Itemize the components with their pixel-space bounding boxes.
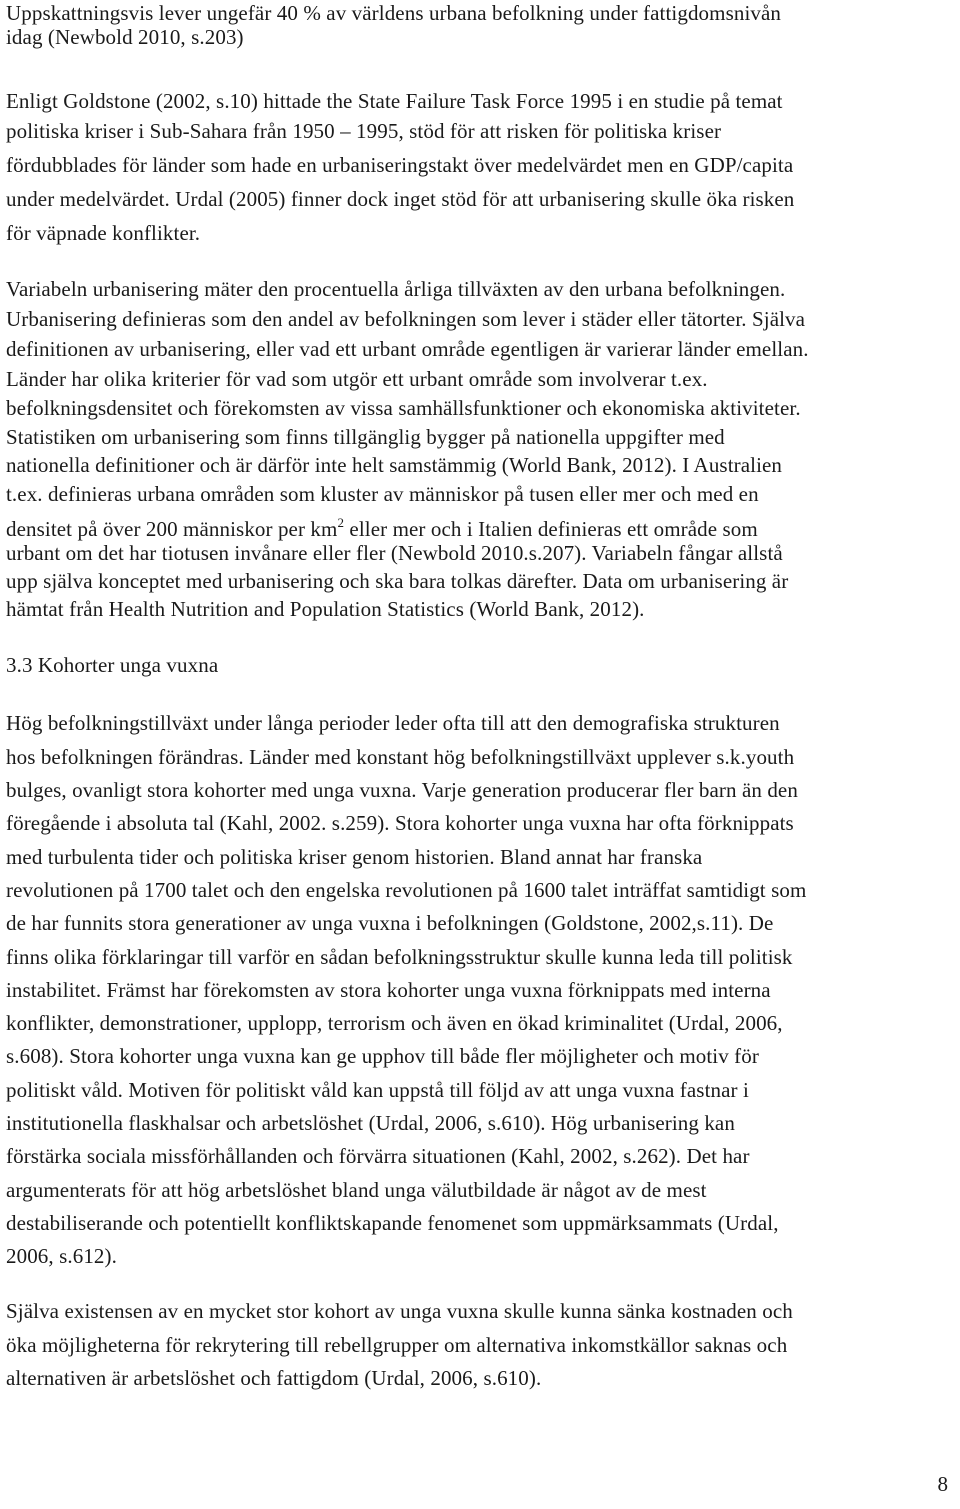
text-line: argumenterats för att hög arbetslöshet bland unga välutbildade är något av de mest — [6, 1178, 707, 1202]
text-line: alternativen är arbetslöshet och fattigdom (Urdal, 2006, s.610). — [6, 1366, 542, 1390]
text-line: Urbanisering definieras som den andel av befolkningen som lever i städer eller tätorter. Själva — [6, 307, 806, 331]
text-segment: eller mer och i Italien definieras ett område som — [344, 517, 758, 541]
text-line: bulges, ovanligt stora kohorter med unga vuxna. Varje generation producerar fler barn än den — [6, 778, 798, 802]
text-line: konflikter, demonstrationer, upplopp, terrorism och även en ökad kriminalitet (Urdal, 2006, — [6, 1011, 783, 1035]
text-line: upp själva konceptet med urbanisering och ska bara tolkas därefter. Data om urbanisering är — [6, 569, 789, 593]
text-line: med turbulenta tider och politiska kriser genom historien. Bland annat har franska — [6, 845, 703, 869]
text-line: hos befolkningen förändras. Länder med konstant hög befolkningstillväxt upplever s.k.youth — [6, 745, 795, 769]
text-line: fördubblades för länder som hade en urbaniseringstakt över medelvärdet men en GDP/capita — [6, 153, 794, 177]
text-line: föregående i absoluta tal (Kahl, 2002. s.259). Stora kohorter unga vuxna har ofta förknippats — [6, 811, 794, 835]
text-line: urbant om det har tiotusen invånare eller fler (Newbold 2010.s.207). Variabeln fångar allstå — [6, 541, 783, 565]
text-line: under medelvärdet. Urdal (2005) finner dock inget stöd för att urbanisering skulle öka risken — [6, 187, 795, 211]
page-number: 8 — [937, 1472, 948, 1496]
text-line: institutionella flaskhalsar och arbetslöshet (Urdal, 2006, s.610). Hög urbanisering kan — [6, 1111, 735, 1135]
text-line: politiskt våld. Motiven för politiskt våld kan uppstå till följd av att unga vuxna fastnar i — [6, 1078, 749, 1102]
text-line: finns olika förklaringar till varför en sådan befolkningsstruktur skulle kunna leda till politisk — [6, 945, 793, 969]
text-line: Variabeln urbanisering mäter den procentuella årliga tillväxten av den urbana befolkningen. — [6, 277, 786, 301]
text-line: Hög befolkningstillväxt under långa perioder leder ofta till att den demografiska strukturen — [6, 711, 780, 735]
text-line: destabiliserande och potentiellt konfliktskapande fenomenet som uppmärksammats (Urdal, — [6, 1211, 779, 1235]
text-line: hämtat från Health Nutrition and Population Statistics (World Bank, 2012). — [6, 597, 645, 621]
text-line — [6, 510, 758, 542]
text-line: 2006, s.612). — [6, 1244, 117, 1268]
text-line: t.ex. definieras urbana områden som kluster av människor på tusen eller mer och med en — [6, 482, 759, 506]
text-line: Uppskattningsvis lever ungefär 40 % av världens urbana befolkning under fattigdomsnivån — [6, 1, 782, 25]
text-line: befolkningsdensitet och förekomsten av vissa samhällsfunktioner och ekonomiska aktiviteter. — [6, 396, 801, 420]
text-line: revolutionen på 1700 talet och den engelska revolutionen på 1600 talet inträffat samtidigt som — [6, 878, 807, 902]
text-segment: densitet på över 200 människor per km — [6, 517, 338, 541]
text-line: Länder har olika kriterier för vad som utgör ett urbant område som involverar t.ex. — [6, 367, 708, 391]
text-line: förstärka sociala missförhållanden och förvärra situationen (Kahl, 2002, s.262). Det har — [6, 1144, 750, 1168]
text-line: politiska kriser i Sub-Sahara från 1950 – 1995, stöd för att risken för politiska kriser — [6, 119, 722, 143]
text-line: nationella definitioner och är därför inte helt samstämmig (World Bank, 2012). I Australien — [6, 453, 783, 477]
text-line: Själva existensen av en mycket stor kohort av unga vuxna skulle kunna sänka kostnaden och — [6, 1299, 793, 1323]
text-line: Enligt Goldstone (2002, s.10) hittade the State Failure Task Force 1995 i en studie på temat — [6, 89, 783, 113]
text-line: för väpnade konflikter. — [6, 221, 201, 245]
text-line: öka möjligheterna för rekrytering till rebellgrupper om alternativa inkomstkällor saknas och — [6, 1333, 788, 1357]
text-line: idag (Newbold 2010, s.203) — [6, 25, 244, 49]
section-heading: 3.3 Kohorter unga vuxna — [6, 653, 219, 677]
text-line: definitionen av urbanisering, eller vad ett urbant område egentligen är varierar länder emellan. — [6, 337, 809, 361]
text-line: s.608). Stora kohorter unga vuxna kan ge upphov till både fler möjligheter och motiv för — [6, 1044, 759, 1068]
text-line: Statistiken om urbanisering som finns tillgänglig bygger på nationella uppgifter med — [6, 425, 725, 449]
text-line: de har funnits stora generationer av unga vuxna i befolkningen (Goldstone, 2002,s.11). De — [6, 911, 774, 935]
text-line: instabilitet. Främst har förekomsten av stora kohorter unga vuxna förknippats med interna — [6, 978, 771, 1002]
superscript: 2 — [337, 515, 345, 530]
